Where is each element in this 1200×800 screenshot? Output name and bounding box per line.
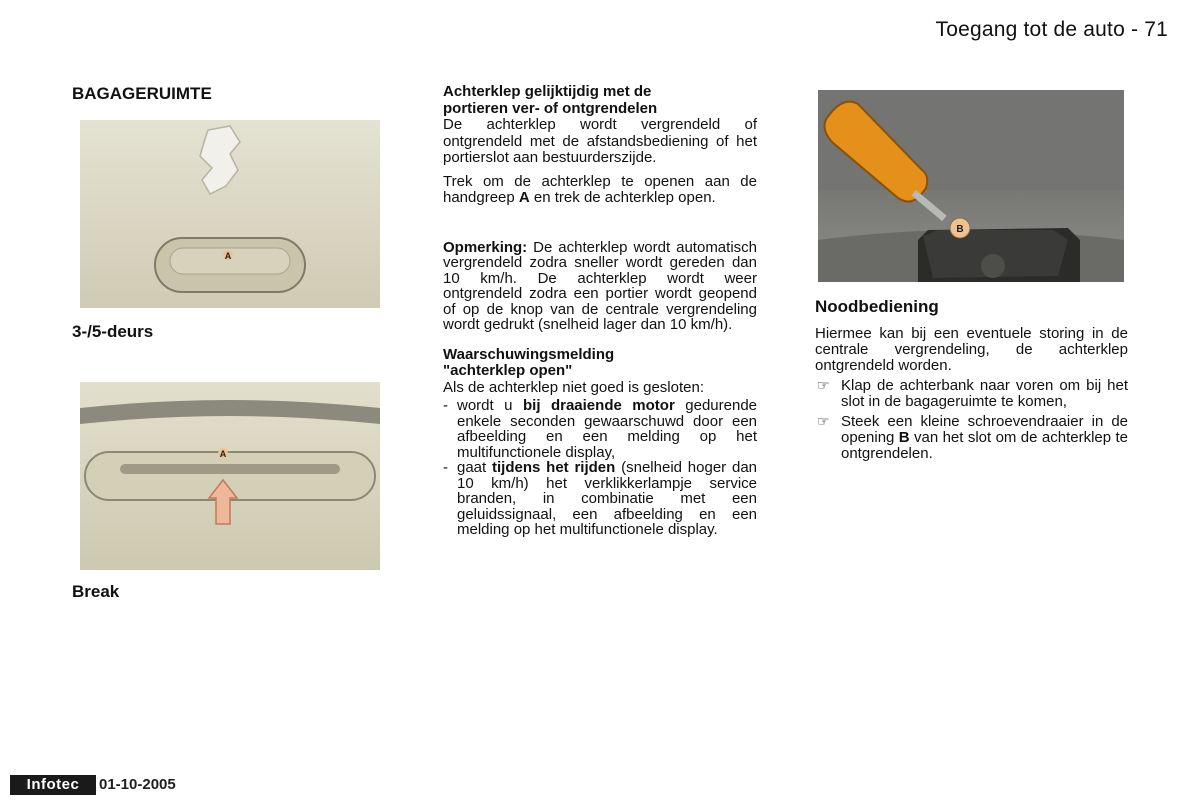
paragraph-remote: De achterklep wordt vergrendeld of ontgrendeld met de afstandsbediening of het portierslot aan bestuurderszijde. <box>443 116 757 166</box>
footer-date: 01-10-2005 <box>99 776 176 793</box>
section-title-warning <box>443 347 757 380</box>
paragraph-intro: Hiermee kan bij een eventuele storing in de centrale vergrendeling, de achterklep ontgrendeld worden. <box>815 325 1128 374</box>
warning-intro: Als de achterklep niet goed is gesloten: <box>443 378 704 396</box>
pointing-hand-icon: ☞ <box>817 377 830 393</box>
list-item: ☞ Steek een kleine schroevendraaier in de opening B van het slot om de achterklep te ontgrendelen. <box>817 413 1128 462</box>
section-title-line: Achterklep gelijktijdig met de <box>443 83 652 100</box>
page-header: Toegang tot de auto - 71 <box>935 18 1168 41</box>
section-title-line: "achterklep open" <box>443 362 573 379</box>
note-paragraph: Opmerking: De achterklep wordt automatisch vergrendeld zodra sneller wordt gereden dan 10 km/h. De achterklep wordt weer ontgrendeld zodra een portier wordt geopend of op de knop van de centrale vergrendeling wordt gedrukt (snelheid lager dan 10 km/h). <box>443 238 757 333</box>
section-title-line: Waarschuwingsmelding <box>443 345 615 363</box>
section-title-line: portieren ver- of ontgrendelen <box>443 99 658 117</box>
list-item: ☞ Klap de achterbank naar voren om bij het slot in de bagageruimte te komen, <box>817 377 1128 410</box>
tailgate-handle-figure-3-5-door <box>80 120 380 308</box>
instruction-list <box>815 378 1128 462</box>
emergency-unlock-figure <box>818 90 1124 282</box>
note-label: Opmerking: <box>443 238 528 256</box>
section-title-bagageruimte: BAGAGERUIMTE <box>72 84 212 103</box>
tailgate-handle-figure-break <box>80 382 380 570</box>
label-b: B <box>956 224 964 235</box>
caption-3-5-deurs: 3-/5-deurs <box>72 322 154 341</box>
middle-column <box>443 84 757 538</box>
warning-list <box>443 398 757 538</box>
section-title-noodbediening: Noodbediening <box>815 297 939 316</box>
paragraph-open: Trek om de achterklep te openen aan de handgreep A en trek de achterklep open. <box>443 172 757 206</box>
pointing-hand-icon: ☞ <box>817 413 830 429</box>
list-item: - gaat tijdens het rijden (snelheid hoger dan 10 km/h) het verklikkerlampje service branden, in combinatie met een geluidssignaal, een afbeelding en een melding op het multifunctionele display. <box>443 459 757 538</box>
list-item: - wordt u bij draaiende motor gedurende enkele seconden gewaarschuwd door een afbeelding en een melding op het multifunctionele display, <box>443 397 758 461</box>
infotec-logo: Infotec <box>10 775 96 795</box>
label-a: A <box>219 449 227 459</box>
label-a: A <box>224 251 232 261</box>
right-column <box>815 326 1128 466</box>
caption-break: Break <box>72 582 120 601</box>
section-title-lock <box>443 84 757 117</box>
